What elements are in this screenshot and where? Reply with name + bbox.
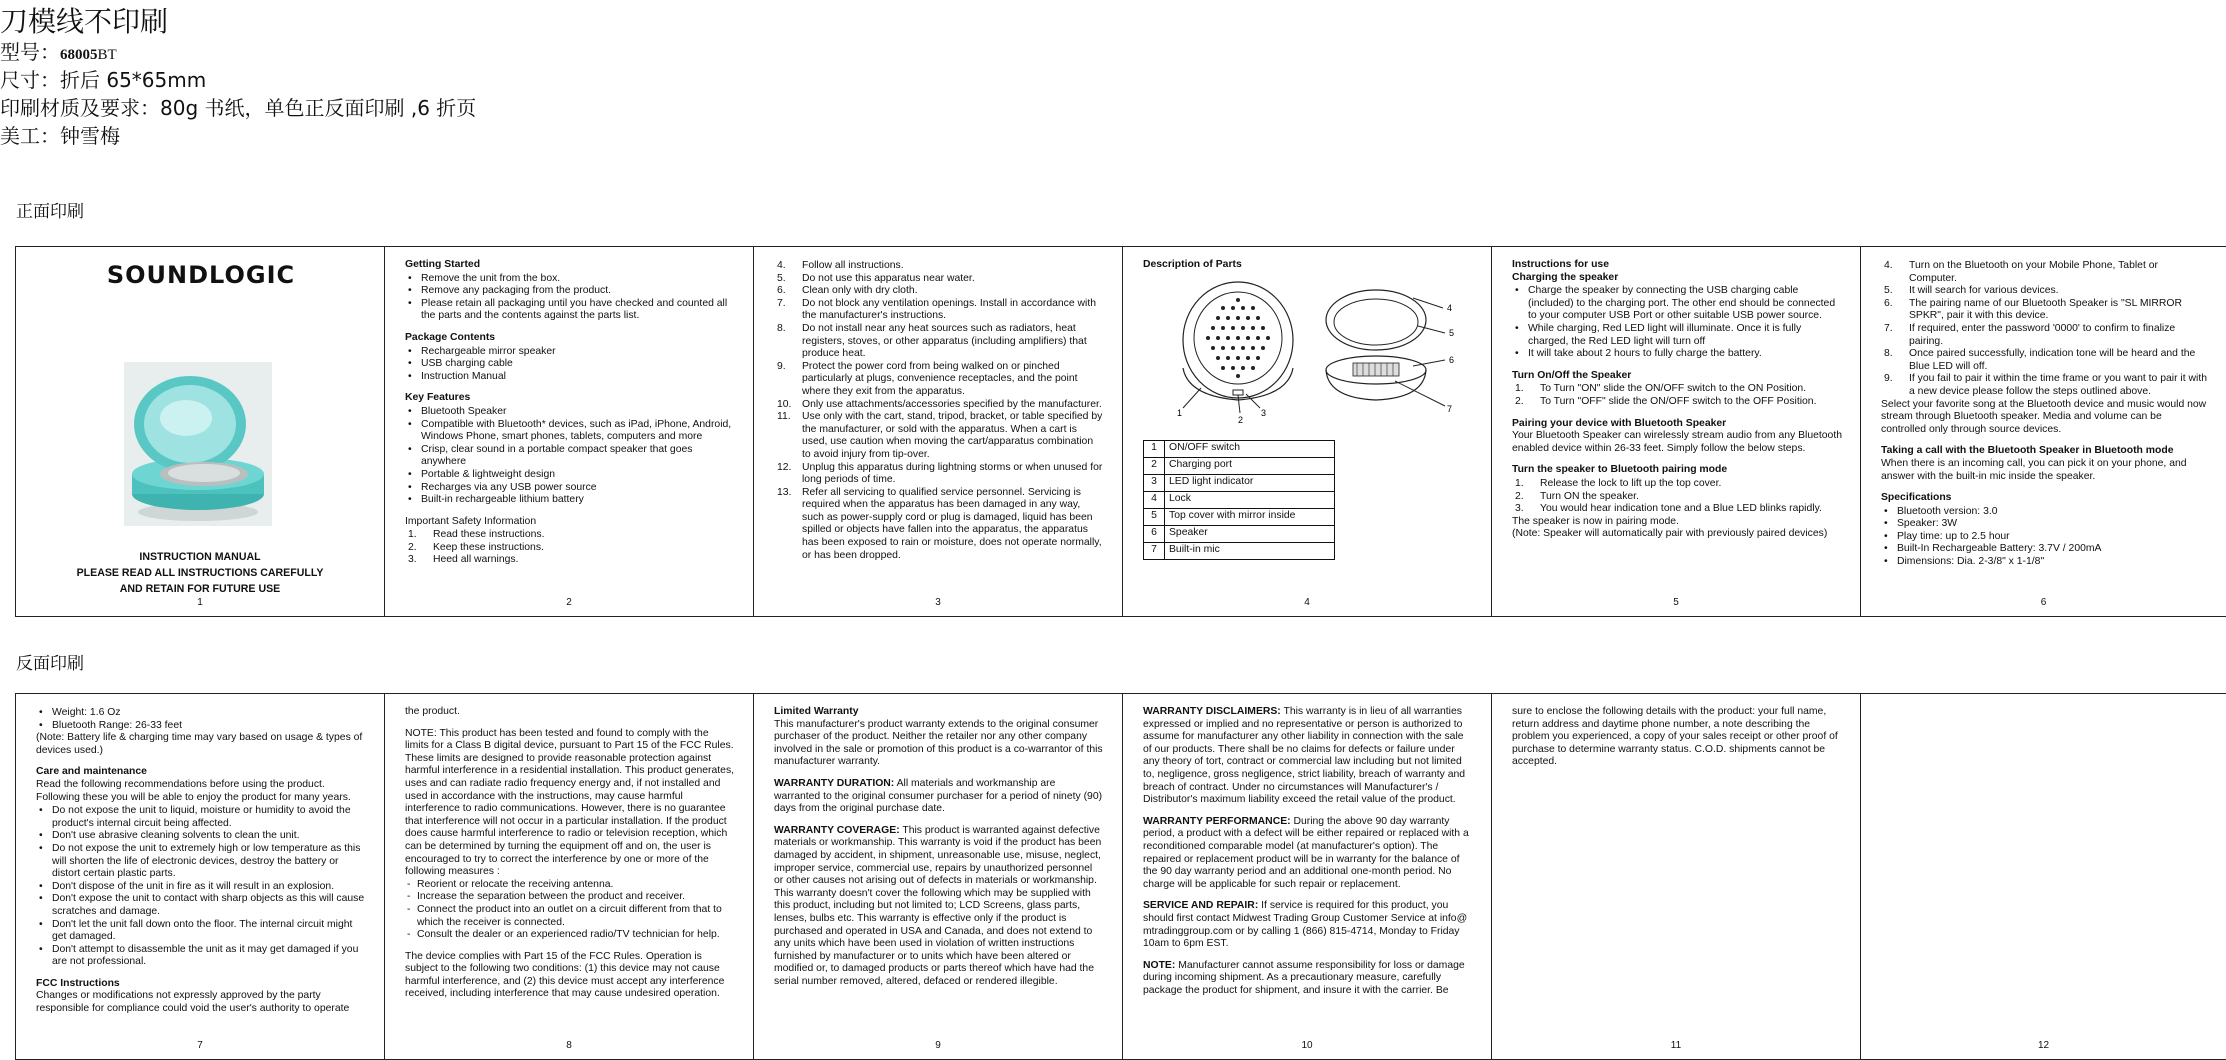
panel-11 xyxy=(1492,694,1861,1059)
list-item xyxy=(774,285,1104,298)
item-number: 7. xyxy=(777,297,786,309)
item-text: If you fail to pair it within the time frame or you want to pair it with a new device please follow the steps outlined above. xyxy=(1909,373,2207,397)
list-item: • It will take about 2 hours to fully charge the battery. xyxy=(1512,348,1842,361)
part-number: 2 xyxy=(1144,457,1165,474)
list-item xyxy=(1881,323,2208,348)
list-item: • Built-in rechargeable lithium battery xyxy=(405,494,735,507)
item-number: 4. xyxy=(1884,260,1893,271)
figure-label-4: 4 xyxy=(1447,302,1453,313)
warranty-coverage-text: This product is warranted against defective materials or workmanship. This warranty is void if the product has been damaged by accident, in shipment, unreasonable use, misuse, neglect, improper service, commercial use, repairs by unauthorized personnel or other causes not arising out of defects in materials or workmanship. This warranty doesn't cover the following which may be supplied with this product, including but not limited to; LCD Screens, glass parts, lenses, bulbs etc. This warranty is effective only if the product is purchased and operated in USA and Canada, and does not extend to any units which have been used in violation of written instructions furnished by manufacturer or to units which have been altered or modified or, to damaged products or parts thereof which have had the serial number removed, altered, defaced or rendered illegible. xyxy=(774,824,1102,987)
item-number: 4. xyxy=(777,260,786,271)
list-item: - Connect the product into an outlet on a circuit different from that to which the receiver is connected. xyxy=(405,904,735,929)
list-item xyxy=(774,323,1104,361)
warranty-disclaimers-label: WARRANTY DISCLAIMERS: xyxy=(1143,706,1281,717)
print-requirements: 印刷材质及要求：80g 书纸，单色正反面印刷 ,6 折页 xyxy=(0,96,477,120)
page-number: 10 xyxy=(1301,1040,1313,1052)
page-number: 7 xyxy=(197,1040,203,1052)
list-item: • Remove any packaging from the product. xyxy=(405,285,735,298)
page-number: 5 xyxy=(1673,597,1679,609)
item-number: 5. xyxy=(1884,285,1893,297)
item-text: Do not install near any heat sources such as radiators, heat registers, stoves, or other apparatus (including amplifiers) that produce heat. xyxy=(802,322,1087,360)
page-number: 11 xyxy=(1670,1040,1682,1052)
heading-instructions-for-use: Instructions for use xyxy=(1512,259,1609,270)
panel-9 xyxy=(754,694,1123,1059)
service-and-repair xyxy=(1143,900,1473,950)
list-item xyxy=(774,298,1104,323)
part-label: LED light indicator xyxy=(1165,474,1335,491)
cover-line: PLEASE READ ALL INSTRUCTIONS CAREFULLY xyxy=(76,567,324,579)
list-item xyxy=(1512,491,1842,504)
part-label: ON/OFF switch xyxy=(1165,440,1335,457)
shipping-note xyxy=(1143,960,1473,998)
features-list xyxy=(405,406,735,507)
list-item: • USB charging cable xyxy=(405,358,735,371)
list-item: • Portable & lightweight design xyxy=(405,469,735,482)
part-label: Top cover with mirror inside xyxy=(1165,508,1335,525)
fcc-text: Changes or modifications not expressly approved by the party responsible for compliance could void the user's authority to operate xyxy=(36,990,350,1015)
list-item: • Bluetooth Range: 26-33 feet xyxy=(36,720,366,733)
warranty-performance-text: During the above 90 day warranty period, a product with a defect will be either repaired or replaced with a reconditioned comparable model (at manufacturer's option). The repaired or replacement product will be in warranty for the balance of the 90 day warranty period and an additional one-month period. No charge will be applicable for such repair or replacement. xyxy=(1143,815,1469,890)
product-photo xyxy=(124,362,272,526)
list-item: • Bluetooth version: 3.0 xyxy=(1881,506,2208,519)
item-text: To Turn "OFF" slide the ON/OFF switch to the OFF Position. xyxy=(1540,395,1817,407)
panel-10 xyxy=(1123,694,1492,1059)
figure-label-3: 3 xyxy=(1261,407,1267,418)
list-item xyxy=(774,399,1104,412)
list-item: • Weight: 1.6 Oz xyxy=(36,707,366,720)
item-number: 11. xyxy=(777,411,791,423)
list-item: • Please retain all packaging until you have checked and counted all the parts and the contents against the parts list. xyxy=(405,298,735,323)
limited-warranty-text: This manufacturer's product warranty extends to the original consumer purchaser of the product. Neither the retailer nor any other company involved in the sale or promotion of this product is a co-warrantor of this manufacturer warranty. xyxy=(774,718,1103,768)
heading-pairing: Pairing your device with Bluetooth Speaker xyxy=(1512,417,1727,429)
list-item: • Built-In Rechargeable Battery: 3.7V / 200mA xyxy=(1881,543,2208,556)
cover-line: AND RETAIN FOR FUTURE USE xyxy=(119,583,281,595)
item-text: You would hear indication tone and a Blue LED blinks rapidly. xyxy=(1540,503,1822,515)
pairing-mode-note: (Note: Speaker will automatically pair with previously paired devices) xyxy=(1512,528,1828,540)
item-text: It will search for various devices. xyxy=(1909,285,2059,297)
item-text: Refer all servicing to qualified service personnel. Servicing is required when the apparatus has been damaged in any way, such as power-supply cord or plug is damaged, liquid has been spilled or objects have fallen into the apparatus, the apparatus has been exposed to rain or moisture, does not operate normally, or has been dropped. xyxy=(802,486,1102,561)
list-item: • Instruction Manual xyxy=(405,371,735,384)
cover-text xyxy=(16,549,384,597)
item-number: 7. xyxy=(1884,322,1893,334)
part15-text: The device complies with Part 15 of the FCC Rules. Operation is subject to the following two conditions: (1) this device may not cause harmful interference, and (2) this device must accept any interference received, including interference that may cause undesired operation. xyxy=(405,950,725,1000)
item-text: Unplug this apparatus during lightning storms or when unused for long periods of time. xyxy=(802,461,1103,486)
size-line: 尺寸：折后 65*65mm xyxy=(0,68,207,92)
panel-6 xyxy=(1861,247,2226,616)
list-item xyxy=(1881,260,2208,285)
item-text: Do not block any ventilation openings. Install in accordance with the manufacturer's instructions. xyxy=(802,297,1096,322)
list-item xyxy=(1881,285,2208,298)
figure-label-6: 6 xyxy=(1449,354,1455,365)
list-item xyxy=(1512,478,1842,491)
shipping-note-text: Manufacturer cannot assume responsibility for loss or damage during incoming shipment. As a precautionary measure, carefully package the product for shipment, and insure it with the carrier. Be xyxy=(1143,959,1465,996)
figure-label-1: 1 xyxy=(1177,407,1183,418)
panel-1 xyxy=(16,247,385,616)
list-item xyxy=(774,361,1104,399)
table-row xyxy=(1144,542,1335,559)
item-number: 13. xyxy=(777,486,792,498)
warranty-performance xyxy=(1143,816,1473,892)
item-text: Turn on the Bluetooth on your Mobile Phone, Tablet or Computer. xyxy=(1909,260,2158,284)
heading-charging: Charging the speaker xyxy=(1512,271,1619,283)
service-and-repair-label: SERVICE AND REPAIR: xyxy=(1143,900,1259,912)
warranty-duration xyxy=(774,778,1104,816)
page-number: 12 xyxy=(2037,1040,2050,1052)
item-number: 10. xyxy=(777,398,792,410)
list-item: • Rechargeable mirror speaker xyxy=(405,346,735,359)
list-item xyxy=(1512,383,1842,396)
part-number: 7 xyxy=(1144,542,1165,559)
panel-5 xyxy=(1492,247,1861,616)
list-item: • Speaker: 3W xyxy=(1881,518,2208,531)
pairing-mode-list xyxy=(1512,478,1842,516)
page-number: 2 xyxy=(566,597,572,609)
shipping-details-text: sure to enclose the following details with the product: your full name, return address and daytime phone number, a note describing the problem you experienced, a copy of your sales receipt or other proof of purchase to determine warranty status. C.O.D. shipments cannot be accepted. xyxy=(1512,706,1838,768)
warranty-performance-label: WARRANTY PERFORMANCE: xyxy=(1143,815,1291,827)
item-text: The pairing name of our Bluetooth Speaker is "SL MIRROR SPKR", pair it with this device. xyxy=(1909,297,2183,322)
list-item: • While charging, Red LED light will illuminate. Once it is fully charged, the Red LED light will turn off xyxy=(1512,323,1842,348)
heading-pairing-mode: Turn the speaker to Bluetooth pairing mode xyxy=(1512,464,1728,476)
part-number: 6 xyxy=(1144,525,1165,542)
list-item xyxy=(774,411,1104,461)
back-print-row xyxy=(15,693,2226,1060)
heading-package-contents: Package Contents xyxy=(405,331,496,343)
list-item xyxy=(774,462,1104,487)
warranty-coverage xyxy=(774,825,1104,989)
warranty-coverage-label: WARRANTY COVERAGE: xyxy=(774,824,900,836)
list-item: • Charge the speaker by connecting the USB charging cable (included) to the charging port. The other end should be connected to your computer USB Port or other suitable USB power source. xyxy=(1512,285,1842,323)
list-item xyxy=(405,554,735,567)
part-number: 5 xyxy=(1144,508,1165,525)
item-number: 8. xyxy=(777,322,786,334)
table-row xyxy=(1144,508,1335,525)
front-side-label: 正面印刷 xyxy=(16,202,84,222)
heading-specifications: Specifications xyxy=(1881,492,1952,504)
table-row xyxy=(1144,525,1335,542)
charging-list xyxy=(1512,285,1842,361)
weight-range-list xyxy=(36,707,366,732)
figure-label-5: 5 xyxy=(1449,327,1455,338)
figure-label-7: 7 xyxy=(1447,403,1453,414)
heading-key-features: Key Features xyxy=(405,392,471,404)
item-text: If required, enter the password '0000' to confirm to finalize pairing. xyxy=(1909,322,2176,347)
panel-2 xyxy=(385,247,754,616)
list-item xyxy=(774,487,1104,563)
heading-taking-a-call: Taking a call with the Bluetooth Speaker in Bluetooth mode xyxy=(1881,445,2174,457)
list-item: • Don't let the unit fall down onto the floor. The internal circuit might get damaged. xyxy=(36,919,366,944)
item-number: 1. xyxy=(1515,383,1524,395)
warranty-disclaimers xyxy=(1143,706,1473,807)
list-item xyxy=(774,273,1104,286)
cover-line: INSTRUCTION MANUAL xyxy=(139,551,261,563)
item-text: Use only with the cart, stand, tripod, bracket, or table specified by the manufacturer, or sold with the apparatus. When a cart is used, use caution when moving the cart/apparatus combination to avoid injury from tip-over. xyxy=(802,411,1103,460)
model-line xyxy=(0,36,117,65)
page-number: 1 xyxy=(197,597,203,609)
list-item: - Reorient or relocate the receiving antenna. xyxy=(405,879,735,892)
list-item xyxy=(774,260,1104,273)
item-number: 5. xyxy=(777,272,786,284)
item-text: Protect the power cord from being walked on or pinched particularly at plugs, convenience receptacles, and the point where they exit from the apparatus. xyxy=(802,360,1078,397)
list-item: • Bluetooth Speaker xyxy=(405,406,735,419)
fcc-note: NOTE: This product has been tested and found to comply with the limits for a Class B digital device, pursuant to Part 15 of the FCC Rules. These limits are designed to provide reasonable protection against harmful interference in a residential installation. This product generates, uses and can radiate radio frequency energy and, if not installed and used in accordance with the instructions, may cause harmful interference to radio communications. However, there is no guarantee that interference will not occur in a particular installation. If the product does cause harmful interference to radio or television reception, which can be determined by turning the equipment off and on, the user is encouraged to try to correct the interference by one or more of the following measures : xyxy=(405,727,735,878)
shipping-note-label: NOTE: xyxy=(1143,959,1176,971)
panel-3 xyxy=(754,247,1123,616)
part-number: 1 xyxy=(1144,440,1165,457)
list-item: • Recharges via any USB power source xyxy=(405,482,735,495)
list-item: • Remove the unit from the box. xyxy=(405,273,735,286)
table-row xyxy=(1144,457,1335,474)
service-and-repair-text: If service is required for this product, you should first contact Midwest Trading Group Customer Service at info@ mtradinggroup.com or by calling 1 (866) 815-4714, Monday to Friday 10am to 6pm EST. xyxy=(1143,900,1468,950)
panel-4 xyxy=(1123,247,1492,616)
item-text: Turn ON the speaker. xyxy=(1540,490,1639,502)
page-number: 9 xyxy=(935,1040,941,1052)
table-row xyxy=(1144,491,1335,508)
front-print-row xyxy=(15,246,2226,617)
item-number: 2. xyxy=(1515,490,1524,502)
list-item: - Consult the dealer or an experienced radio/TV technician for help. xyxy=(405,929,735,942)
item-text: Heed all warnings. xyxy=(433,554,519,566)
model-label: 型号： xyxy=(0,40,60,64)
panel-8 xyxy=(385,694,754,1059)
item-text: Clean only with dry cloth. xyxy=(802,285,918,297)
part-number: 4 xyxy=(1144,491,1165,508)
list-item: • Don't dispose of the unit in fire as it will result in an explosion. xyxy=(36,881,366,894)
heading-getting-started: Getting Started xyxy=(405,259,481,270)
item-number: 3. xyxy=(1515,503,1524,515)
list-item: • Do not expose the unit to extremely high or low temperature as this will shorten the life of electronic devices, destroy the battery or distort certain plastic parts. xyxy=(36,843,366,881)
care-list xyxy=(36,805,366,969)
safety-list xyxy=(405,529,735,567)
heading-limited-warranty: Limited Warranty xyxy=(774,706,859,717)
table-row xyxy=(1144,474,1335,491)
page-number: 6 xyxy=(2040,597,2047,609)
item-number: 6. xyxy=(777,285,786,297)
list-item: • Don't use abrasive cleaning solvents to clean the unit. xyxy=(36,830,366,843)
item-number: 2. xyxy=(1515,395,1524,407)
page-number: 3 xyxy=(935,597,941,609)
page-number: 8 xyxy=(566,1040,572,1052)
item-text: Release the lock to lift up the top cover. xyxy=(1540,477,1722,489)
part-number: 3 xyxy=(1144,474,1165,491)
heading-fcc: FCC Instructions xyxy=(36,977,120,989)
list-item: • Compatible with Bluetooth* devices, such as iPad, iPhone, Android, Windows Phone, smart phones, tablets, computers and more xyxy=(405,419,735,444)
heading-turn-on-off: Turn On/Off the Speaker xyxy=(1512,369,1632,381)
list-item: • Crisp, clear sound in a portable compact speaker that goes anywhere xyxy=(405,444,735,469)
back-side-label: 反面印刷 xyxy=(16,654,84,674)
list-item xyxy=(1881,298,2208,323)
part-label: Built-in mic xyxy=(1165,542,1335,559)
list-item: • Do not expose the unit to liquid, moisture or humidity to avoid the product's internal circuit being affected. xyxy=(36,805,366,830)
item-number: 9. xyxy=(777,360,786,372)
item-text: Keep these instructions. xyxy=(433,541,544,553)
item-number: 3. xyxy=(408,554,417,566)
brand-logo: SOUNDLOGIC xyxy=(106,261,296,289)
warranty-duration-text: All materials and workmanship are warranted to the original consumer purchaser for a period of ninety (90) days from the original purchase date. xyxy=(774,777,1103,815)
part-label: Lock xyxy=(1165,491,1335,508)
list-item xyxy=(1881,348,2208,373)
panel-7 xyxy=(16,694,385,1059)
warranty-duration-label: WARRANTY DURATION: xyxy=(774,777,895,789)
part-label: Charging port xyxy=(1165,457,1335,474)
package-list xyxy=(405,346,735,384)
item-number: 8. xyxy=(1884,348,1893,360)
item-text: Do not use this apparatus near water. xyxy=(802,272,975,284)
item-text: Read these instructions. xyxy=(433,529,545,541)
item-number: 9. xyxy=(1884,373,1893,385)
page-number: 4 xyxy=(1304,597,1310,609)
pairing-text: Your Bluetooth Speaker can wirelessly stream audio from any Bluetooth enabled device within 26-33 feet. Simply follow the below steps. xyxy=(1512,430,1842,454)
panel-12 xyxy=(1861,694,2226,1059)
list-item: • Play time: up to 2.5 hour xyxy=(1881,531,2208,544)
pairing-mode-after: The speaker is now in pairing mode. xyxy=(1512,515,1679,527)
item-number: 1. xyxy=(408,529,417,541)
getting-started-list xyxy=(405,273,735,323)
pairing-steps-continued xyxy=(1881,260,2208,399)
fcc-continued: the product. xyxy=(405,706,460,717)
model-suffix: BT xyxy=(97,47,117,63)
list-item: - Increase the separation between the product and receiver. xyxy=(405,891,735,904)
battery-note: (Note: Battery life & charging time may vary based on usage & types of devices used.) xyxy=(36,732,363,756)
item-number: 1. xyxy=(1515,477,1524,489)
parts-diagram xyxy=(1143,278,1473,428)
warranty-disclaimers-text: This warranty is in lieu of all warranties expressed or implied and no representative or person is authorized to assume for manufacturer any other liability in connection with the sale of our products. There shall be no claims for defects or failure under any theory of tort, contract or commercial law including but not limited to, negligence, gross negligence, strict liability, breach of warranty and breach of contract. Under no circumstances will Manufacturer's / Distributor's maximum liability exceed the retail value of the product. xyxy=(1143,706,1466,806)
list-item xyxy=(405,542,735,555)
doc-title: 刀模线不印刷 xyxy=(0,5,169,38)
item-number: 2. xyxy=(408,541,417,553)
list-item xyxy=(1512,396,1842,409)
item-number: 6. xyxy=(1884,297,1893,309)
list-item xyxy=(1512,503,1842,516)
figure-label-2: 2 xyxy=(1238,414,1244,425)
item-number: 12. xyxy=(777,461,792,473)
list-item: • Dimensions: Dia. 2-3/8" x 1-1/8" xyxy=(1881,556,2208,569)
item-text: To Turn "ON" slide the ON/OFF switch to the ON Position. xyxy=(1540,383,1807,395)
model-number: 68005 xyxy=(60,47,98,63)
onoff-list xyxy=(1512,383,1842,408)
item-text: Once paired successfully, indication tone will be heard and the Blue LED will off. xyxy=(1909,348,2196,372)
streaming-text: Select your favorite song at the Bluetooth device and music would now stream through Bluetooth speaker. Media and volume can be controlled only through source devices. xyxy=(1881,398,2207,435)
artist-line: 美工：钟雪梅 xyxy=(0,124,120,148)
safety-list-continued xyxy=(774,260,1104,562)
parts-table xyxy=(1143,440,1335,560)
heading-care: Care and maintenance xyxy=(36,766,147,778)
care-intro: Read the following recommendations before using the product. Following these you will be able to enjoy the product for many years. xyxy=(36,778,351,803)
heading-description-of-parts: Description of Parts xyxy=(1143,259,1242,270)
part-label: Speaker xyxy=(1165,525,1335,542)
measures-list xyxy=(405,879,735,942)
call-text: When there is an incoming call, you can pick it on your phone, and answer with the built-in mic inside the speaker. xyxy=(1881,457,2187,482)
list-item: • Don't attempt to disassemble the unit as it may get damaged if you are not professional. xyxy=(36,944,366,969)
table-row xyxy=(1144,440,1335,457)
list-item xyxy=(1881,373,2208,398)
specifications-list xyxy=(1881,506,2208,569)
item-text: Only use attachments/accessories specified by the manufacturer. xyxy=(802,398,1102,410)
list-item: • Don't expose the unit to contact with sharp objects as this will cause scratches and damage. xyxy=(36,893,366,918)
list-item xyxy=(405,529,735,542)
heading-safety: Important Safety Information xyxy=(405,515,537,527)
item-text: Follow all instructions. xyxy=(802,260,904,271)
